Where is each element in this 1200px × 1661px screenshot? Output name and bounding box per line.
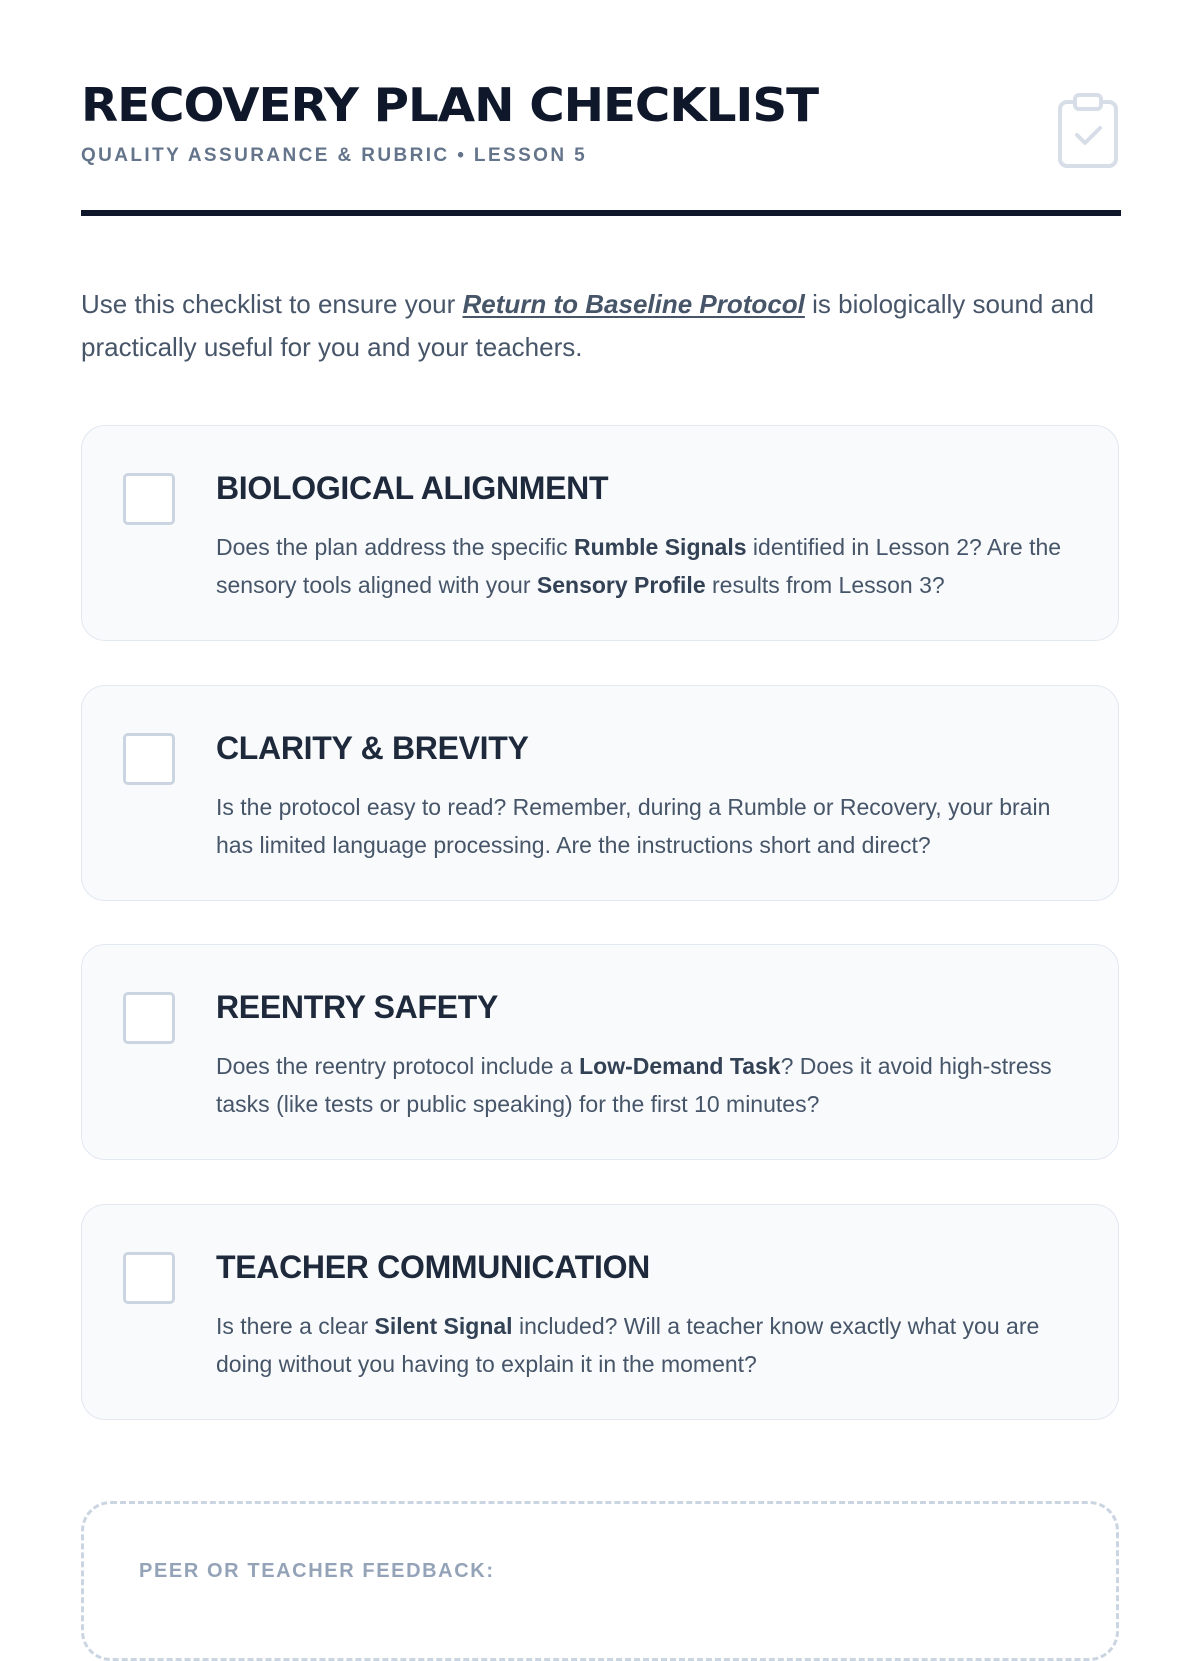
description-text: ? Does it avoid high-stress tasks (like tests or public speaking) for the first 10 minutes? xyxy=(216,1053,1052,1117)
description-emphasis: Rumble Signals xyxy=(573,534,747,560)
checklist-item-reentry-safety xyxy=(81,944,1119,1160)
description-text: included? Will a teacher know exactly what you are doing without you having to explain it in the moment? xyxy=(216,1313,1040,1377)
intro-paragraph xyxy=(81,283,1121,369)
feedback-box[interactable] xyxy=(81,1501,1119,1661)
checklist-item-title: REENTRY SAFETY xyxy=(216,989,499,1025)
description-text: Does the plan address the specific xyxy=(216,534,574,560)
description-emphasis: Sensory Profile xyxy=(536,572,706,598)
description-text: Does the reentry protocol include a xyxy=(216,1053,580,1079)
checklist-checkbox[interactable] xyxy=(123,1252,175,1304)
checklist-page xyxy=(81,0,1121,1582)
checklist-item-clarity-brevity xyxy=(81,685,1119,901)
intro-text-after: is biologically sound and practically useful for you and your teachers. xyxy=(81,289,1094,362)
checklist-item-title: TEACHER COMMUNICATION xyxy=(216,1249,650,1285)
description-emphasis: Low-Demand Task xyxy=(579,1053,781,1079)
page-subtitle: QUALITY ASSURANCE & RUBRIC • LESSON 5 xyxy=(81,145,588,166)
description-text: results from Lesson 3? xyxy=(705,572,945,598)
checklist-checkbox[interactable] xyxy=(123,733,175,785)
page-title: RECOVERY PLAN CHECKLIST xyxy=(81,78,818,132)
header-divider xyxy=(81,210,1121,216)
checklist-item-title: CLARITY & BREVITY xyxy=(216,730,529,766)
checklist-checkbox[interactable] xyxy=(123,473,175,525)
checklist-item-biological-alignment xyxy=(81,425,1119,641)
checklist-item-description xyxy=(216,1047,1086,1123)
clipboard-check-icon xyxy=(1057,93,1119,169)
checklist-checkbox[interactable] xyxy=(123,992,175,1044)
description-text: identified in Lesson 2? Are the sensory tools aligned with your xyxy=(216,534,1062,598)
checklist-item-description xyxy=(216,788,1086,864)
checklist-item-teacher-communication xyxy=(81,1204,1119,1420)
description-text: Is the protocol easy to read? Remember, during a Rumble or Recovery, your brain has limited language processing. Are the instructions short and direct? xyxy=(216,794,1051,858)
page-header xyxy=(81,0,1121,218)
protocol-link[interactable]: Return to Baseline Protocol xyxy=(462,289,805,319)
description-emphasis: Silent Signal xyxy=(374,1313,513,1339)
checklist-item-description xyxy=(216,1307,1086,1383)
checklist-item-description xyxy=(216,528,1086,604)
checklist-item-title: BIOLOGICAL ALIGNMENT xyxy=(216,470,609,506)
description-text: Is there a clear xyxy=(216,1313,375,1339)
feedback-label: PEER OR TEACHER FEEDBACK: xyxy=(139,1560,495,1582)
intro-text-before: Use this checklist to ensure your xyxy=(81,289,463,319)
